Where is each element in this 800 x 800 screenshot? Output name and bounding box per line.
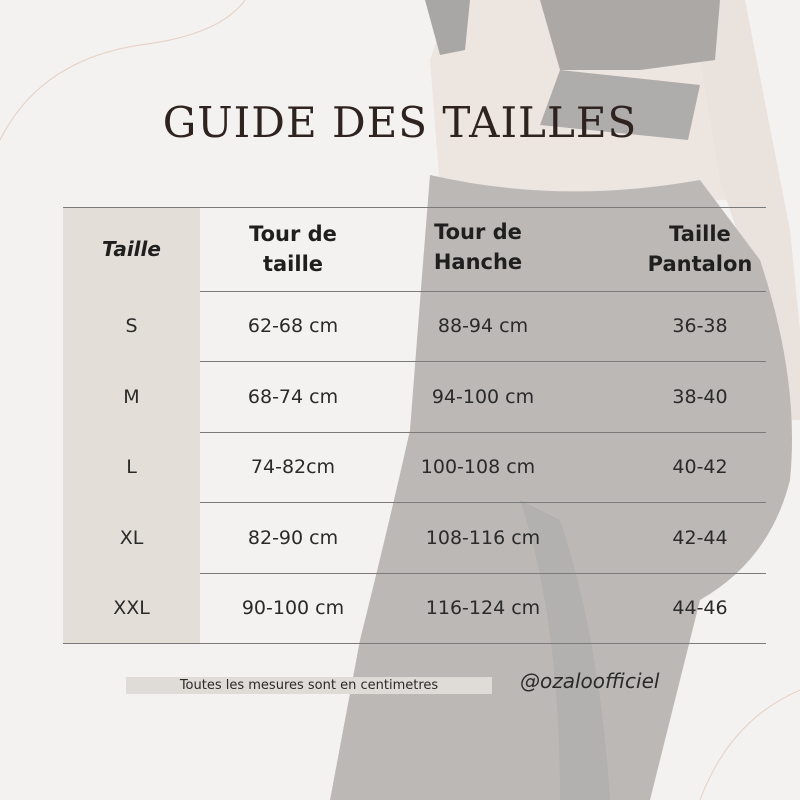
- measurement-note: Toutes les mesures sont en centimetres: [126, 677, 492, 694]
- header-taille-pantalon: [630, 207, 770, 291]
- cell-size: S: [125, 315, 138, 337]
- header-tour-de-hanche: [408, 207, 548, 291]
- cell-hip: 94-100 cm: [431, 385, 535, 408]
- header-tour-de-hanche-line1: Tour de: [434, 220, 522, 244]
- table-row: [63, 432, 766, 502]
- header-tour-de-taille-line1: Tour de: [249, 222, 337, 246]
- table-row: [63, 502, 766, 573]
- cell-size: XXL: [113, 597, 150, 619]
- cell-waist: 62-68 cm: [247, 315, 339, 337]
- table-row: [63, 291, 766, 361]
- cell-waist: 74-82cm: [250, 456, 336, 478]
- header-tour-de-hanche-line2: Hanche: [433, 250, 523, 274]
- cell-size: XL: [119, 526, 144, 549]
- row-divider: [63, 207, 766, 208]
- header-taille: Taille: [102, 237, 161, 261]
- header-taille-pantalon-line2: Pantalon: [647, 252, 753, 276]
- cell-hip: 116-124 cm: [425, 597, 541, 619]
- cell-waist: 90-100 cm: [241, 597, 345, 619]
- cell-size: L: [126, 456, 137, 478]
- cell-waist: 68-74 cm: [247, 385, 339, 408]
- cell-hip: 88-94 cm: [437, 315, 529, 337]
- cell-waist: 82-90 cm: [247, 526, 339, 549]
- page-title: GUIDE DES TAILLES: [162, 98, 638, 147]
- header-tour-de-taille-line2: taille: [262, 252, 324, 276]
- cell-size: M: [123, 385, 140, 408]
- cell-pants: 38-40: [672, 385, 728, 408]
- cell-pants: 42-44: [672, 526, 728, 549]
- header-taille-pantalon-line1: Taille: [669, 222, 731, 246]
- header-tour-de-taille: [223, 207, 363, 291]
- cell-pants: 44-46: [672, 597, 728, 619]
- cell-hip: 100-108 cm: [420, 456, 536, 478]
- row-divider: [63, 643, 766, 644]
- social-handle: @ozaloofficiel: [520, 669, 660, 693]
- table-row: [63, 573, 766, 643]
- cell-pants: 36-38: [672, 315, 728, 337]
- table-header-row: [63, 207, 766, 291]
- cell-pants: 40-42: [672, 456, 728, 478]
- table-row: [63, 361, 766, 432]
- cell-hip: 108-116 cm: [425, 526, 541, 549]
